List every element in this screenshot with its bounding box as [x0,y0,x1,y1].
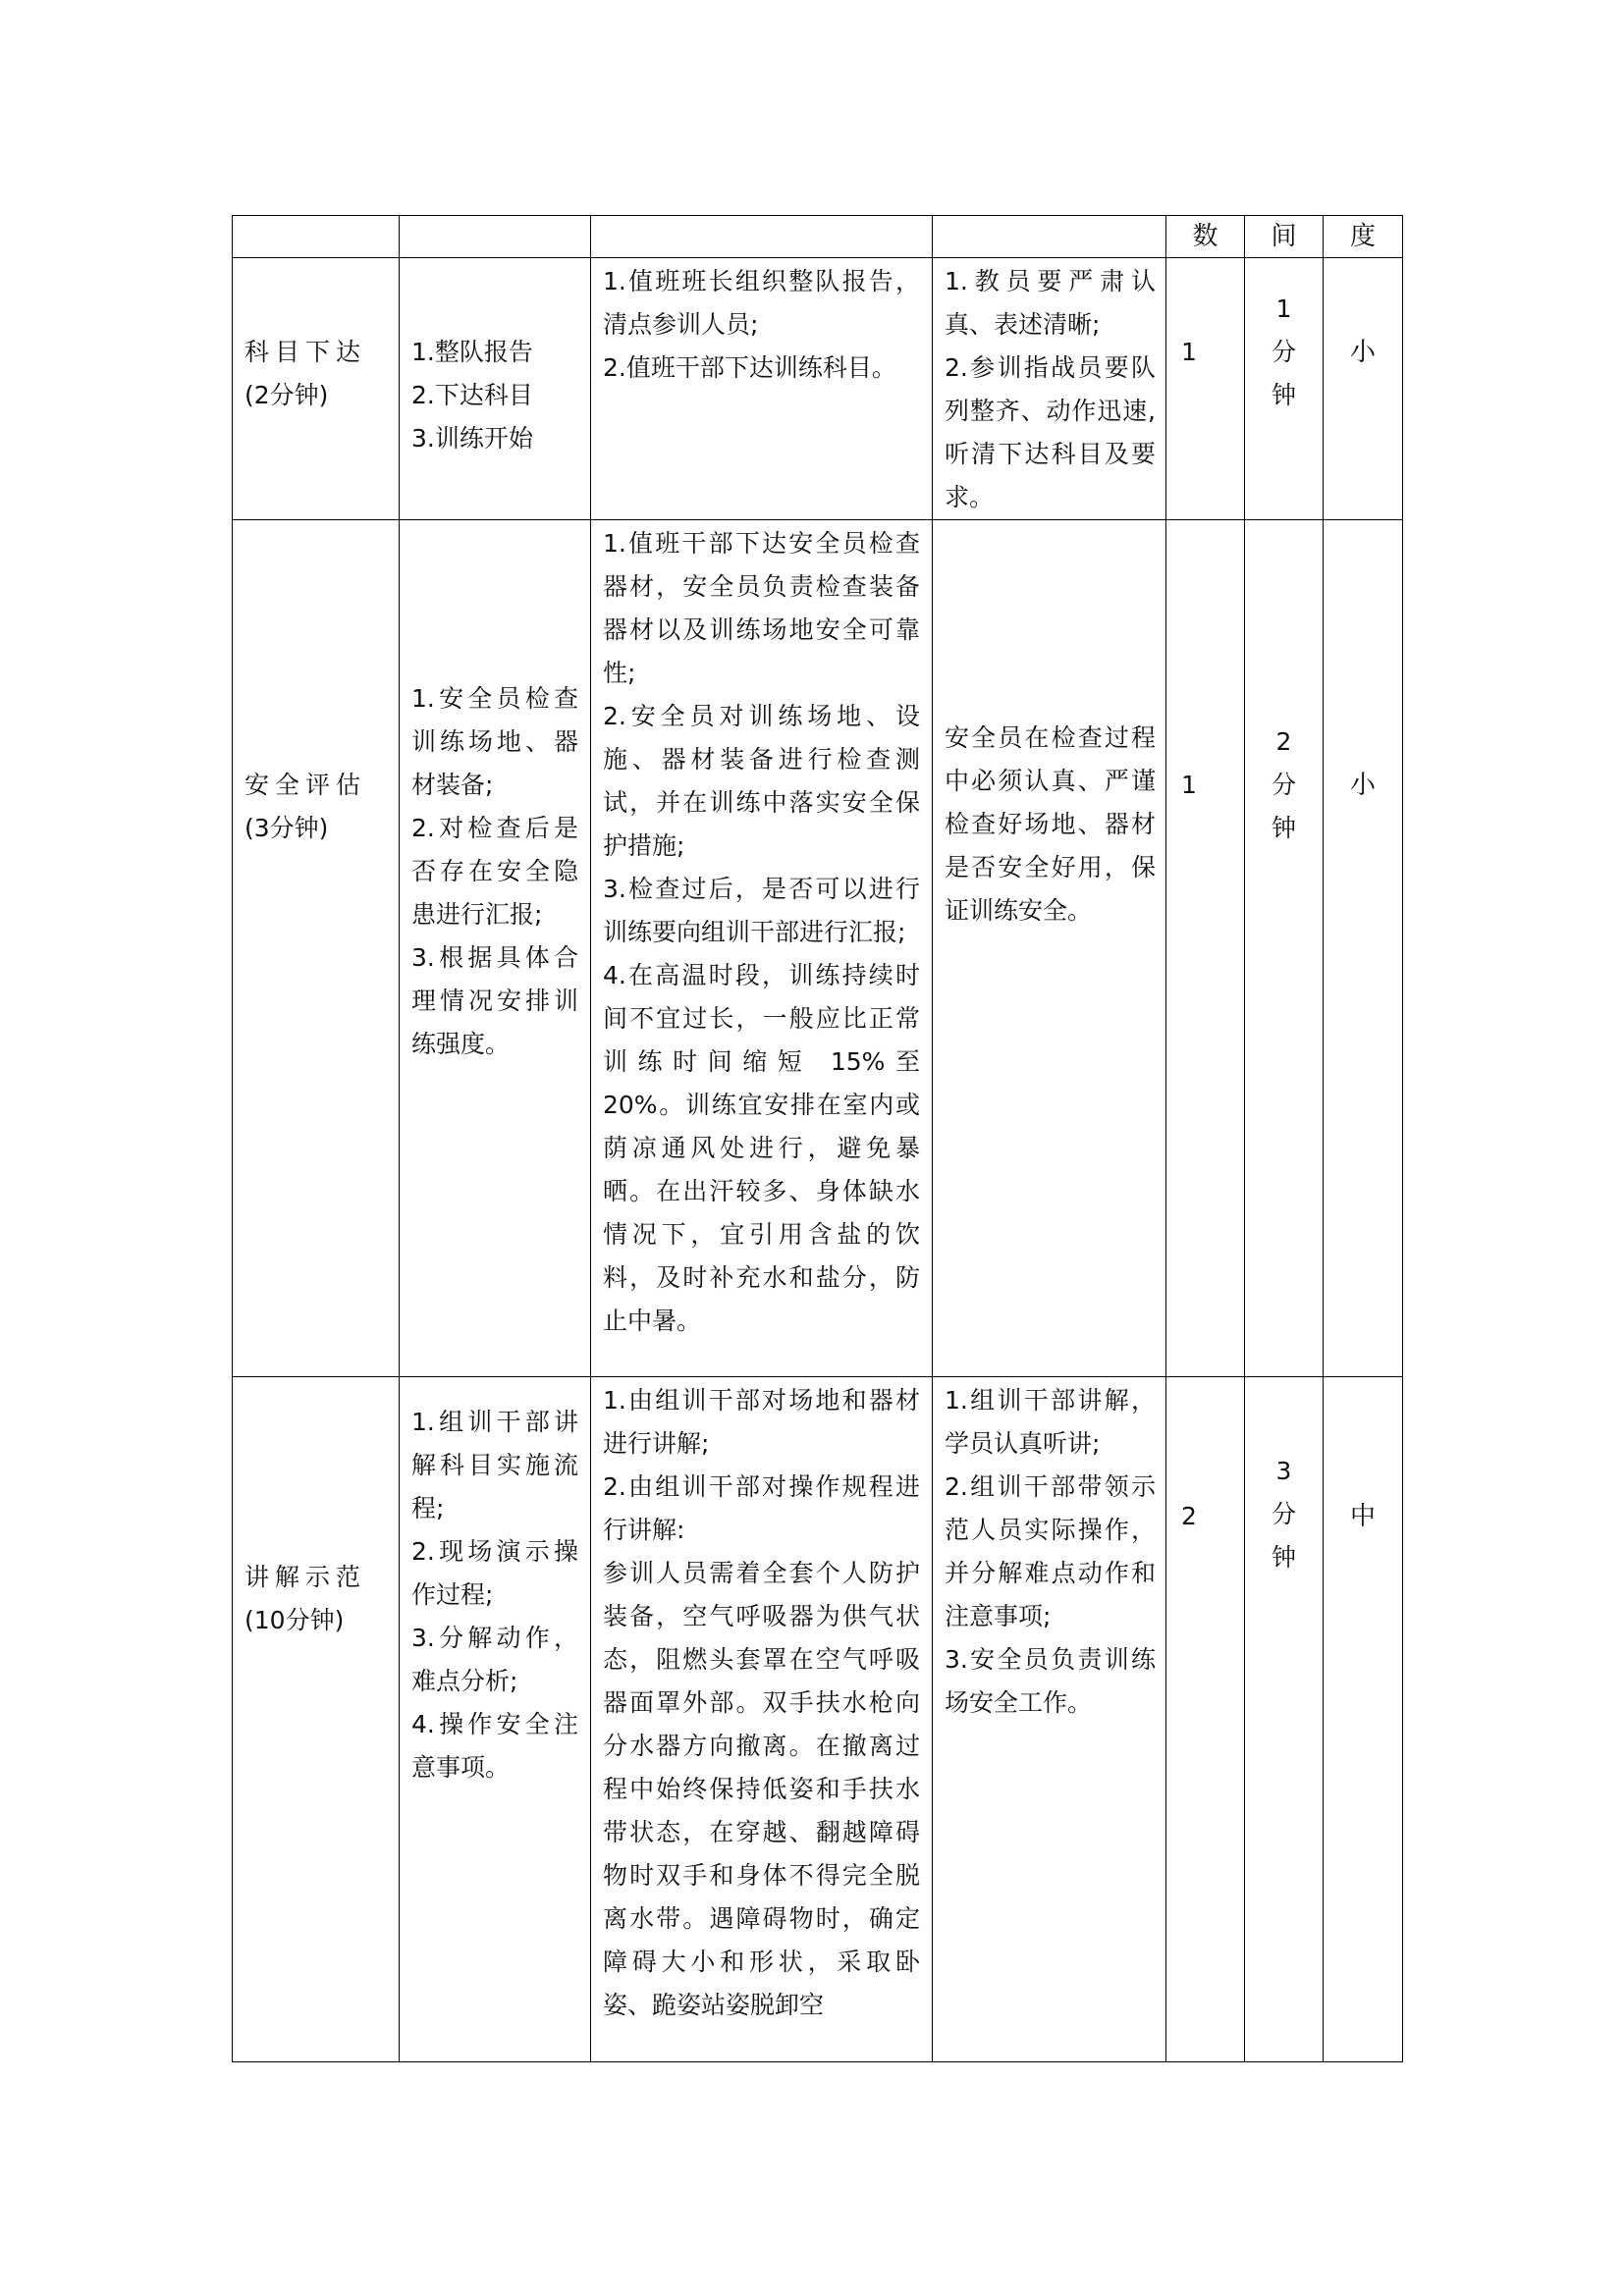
table-row [233,520,1403,1377]
intensity-cell [1324,258,1403,520]
header-method [591,216,933,258]
method-item: 2.由组训干部对操作规程进行讲解: [603,1472,920,1544]
requirements-cell [933,520,1166,1377]
intensity-value: 中 [1349,1502,1376,1531]
content-cell [400,520,591,1377]
count-cell [1166,258,1245,520]
subject-cell [233,1377,400,2062]
count-value: 1 [1181,338,1197,366]
method-item: 3.检查过后，是否可以进行训练要向组训干部进行汇报; [603,875,920,946]
method-item: 2.安全员对训练场地、设施、器材装备进行检查测试，并在训练中落实安全保护措施; [603,702,920,860]
table-row [233,258,1403,520]
subject-duration: (2分钟) [244,381,329,409]
count-value: 1 [1181,771,1197,799]
time-value: 2 [1275,727,1292,756]
header-subject [233,216,400,258]
time-cell [1245,1377,1324,2062]
subject-name: 安全评估 [244,771,367,799]
time-unit: 钟 [1271,814,1296,842]
table-row [233,1377,1403,2062]
training-plan-table [232,215,1403,2062]
requirements-cell [933,1377,1166,2062]
requirement-item: 2.参训指战员要队列整齐、动作迅速,听清下达科目及要求。 [945,353,1156,511]
content-item: 3.根据具体合理情况安排训练强度。 [411,943,578,1058]
content-item: 2.对检查后是否存在安全隐患进行汇报; [411,814,578,929]
count-cell [1166,520,1245,1377]
table-header-row [233,216,1403,258]
requirement-item: 1.教员要严肃认真、表述清晰; [945,267,1156,339]
content-cell [400,1377,591,2062]
requirement-item: 1.组训干部讲解，学员认真听讲; [945,1386,1156,1458]
method-item: 4.在高温时段，训练持续时间不宜过长，一般应比正常训练时间缩短 15%至 20%。训练宜安排在室内或荫凉通风处进行，避免暴晒。在出汗较多、身体缺水情况下，宜引用含盐的饮料，及时补充水和盐分，防止中暑。 [603,961,920,1335]
content-item: 1.整队报告 [411,338,533,366]
subject-duration: (3分钟) [244,814,329,842]
content-item: 1.组训干部讲解科目实施流程; [411,1408,578,1522]
content-item: 3.分解动作，难点分析; [411,1624,578,1695]
intensity-value: 小 [1349,338,1376,367]
time-unit: 分 [1271,338,1296,366]
content-item: 2.现场演示操作过程; [411,1537,578,1609]
subject-name: 讲解示范 [244,1563,367,1591]
subject-name: 科目下达 [244,338,367,366]
subject-cell [233,258,400,520]
subject-duration: (10分钟) [244,1606,345,1634]
content-item: 1.安全员检查训练场地、器材装备; [411,684,578,799]
requirement-item: 安全员在检查过程中必须认真、严谨检查好场地、器材是否安全好用，保证训练安全。 [945,723,1156,925]
count-cell [1166,1377,1245,2062]
header-time: 间 [1245,216,1324,258]
method-item: 参训人员需着全套个人防护装备，空气呼吸器为供气状态，阻燃头套罩在空气呼吸器面罩外部。双手扶水枪向分水器方向撤离。在撤离过程中始终保持低姿和手扶水带状态，在穿越、翻越障碍物时双手和身体不得完全脱离水带。遇障碍物时，确定障碍大小和形状，采取卧姿、跪姿站姿脱卸空 [603,1559,920,2019]
method-item: 1.值班班长组织整队报告， 清点参训人员; [603,267,920,339]
content-item: 3.训练开始 [411,424,533,453]
content-item: 4.操作安全注意事项。 [411,1710,578,1782]
method-item: 1.值班干部下达安全员检查器材，安全员负责检查装备器材以及训练场地安全可靠性; [603,529,920,687]
intensity-value: 小 [1349,771,1376,800]
header-intensity: 度 [1324,216,1403,258]
method-cell [591,1377,933,2062]
count-value: 2 [1181,1502,1197,1530]
content-cell [400,258,591,520]
subject-cell [233,520,400,1377]
method-cell [591,258,933,520]
requirements-cell [933,258,1166,520]
content-item: 2.下达科目 [411,381,533,409]
method-cell [591,520,933,1377]
method-item: 1.由组训干部对场地和器材进行讲解; [603,1386,920,1458]
time-value: 1 [1275,294,1292,323]
intensity-cell [1324,1377,1403,2062]
time-unit: 分 [1271,1500,1296,1528]
time-unit: 钟 [1271,381,1296,409]
intensity-cell [1324,520,1403,1377]
time-cell [1245,258,1324,520]
header-content [400,216,591,258]
method-item: 2.值班干部下达训练科目。 [603,353,896,382]
time-value: 3 [1275,1457,1292,1485]
header-count: 数 [1166,216,1245,258]
time-cell [1245,520,1324,1377]
time-unit: 分 [1271,771,1296,799]
header-requirements [933,216,1166,258]
requirement-item: 3.安全员负责训练场安全工作。 [945,1645,1156,1717]
time-unit: 钟 [1271,1543,1296,1572]
requirement-item: 2.组训干部带领示范人员实际操作，并分解难点动作和注意事项; [945,1472,1156,1630]
